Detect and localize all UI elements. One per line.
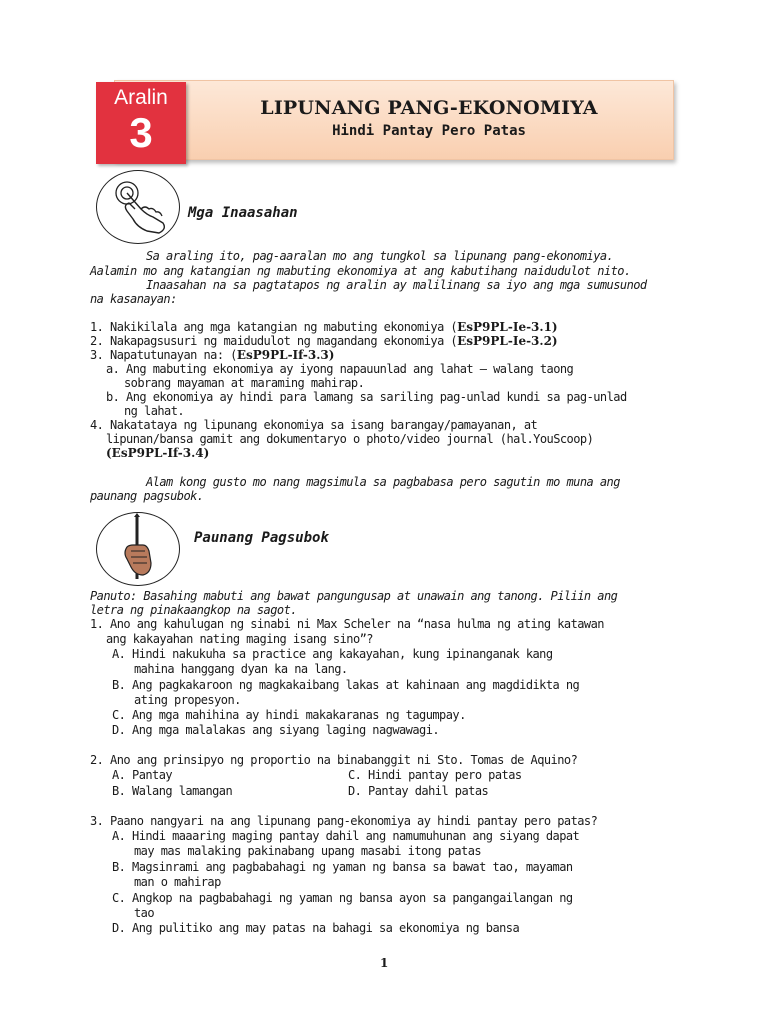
intro-line: Inaasahan na sa pagtatapos ng aralin ay malilinang sa iyo ang mga sumusunod xyxy=(146,278,647,292)
section-heading-pretest: Paunang Pagsubok xyxy=(194,530,329,546)
closing-line: paunang pagsubok. xyxy=(90,489,204,503)
objective-text: 1. Nakikilala ang mga katangian ng mabuting ekonomiya ( xyxy=(90,320,458,334)
answer-option: A. Pantay xyxy=(112,768,173,782)
closing-line: Alam kong gusto mo nang magsimula sa pagbabasa pero sagutin mo muna ang xyxy=(146,475,620,489)
page-subtitle: Hindi Pantay Pero Patas xyxy=(332,123,526,139)
question-text: 2. Ano ang prinsipyo ng proportio na binabanggit ni Sto. Tomas de Aquino? xyxy=(90,753,578,767)
intro-line: na kasanayan: xyxy=(90,292,177,306)
lesson-number: 3 xyxy=(129,109,153,156)
objective-subitem: ng lahat. xyxy=(124,404,185,418)
intro-line: Aalamin mo ang katangian ng mabuting ekonomiya at ang kabutihang naidudulot nito. xyxy=(90,264,631,278)
lesson-badge xyxy=(96,82,186,164)
answer-option: tao xyxy=(134,906,155,920)
answer-option: may mas malaking pakinabang upang masabi itong patas xyxy=(134,844,482,858)
answer-option: C. Ang mga mahihina ay hindi makakaranas ng tagumpay. xyxy=(112,708,466,722)
hand-pointing-icon xyxy=(96,170,180,244)
intro-line: Sa araling ito, pag-aaralan mo ang tungkol sa lipunang pang-ekonomiya. xyxy=(146,249,614,263)
competency-code: EsP9PL-Ie-3.1) xyxy=(457,320,558,334)
answer-option: D. Pantay dahil patas xyxy=(348,784,489,798)
section-heading-expectations: Mga Inaasahan xyxy=(188,205,298,221)
objective-item xyxy=(90,334,558,349)
answer-option: A. Hindi nakukuha sa practice ang kakayahan, kung ipinanganak kang xyxy=(112,647,553,661)
instructions-line: letra ng pinakaangkop na sagot. xyxy=(90,603,297,617)
objective-text: 2. Nakapagsusuri ng maidudulot ng magandang ekonomiya ( xyxy=(90,334,458,348)
objective-item: lipunan/bansa gamit ang dokumentaryo o photo/video journal (hal.YouScoop) xyxy=(106,432,594,446)
instructions-line: Panuto: Basahing mabuti ang bawat pangungusap at unawain ang tanong. Piliin ang xyxy=(90,589,618,603)
objective-item: 4. Nakatataya ng lipunang ekonomiya sa isang barangay/pamayanan, at xyxy=(90,418,538,432)
objective-item xyxy=(90,320,558,335)
objective-item xyxy=(90,348,334,363)
answer-option: ating propesyon. xyxy=(134,693,241,707)
answer-option: B. Ang pagkakaroon ng magkakaibang lakas at kahinaan ang magdidikta ng xyxy=(112,678,580,692)
page-number: 1 xyxy=(380,956,389,970)
answer-option: B. Walang lamangan xyxy=(112,784,233,798)
answer-option: A. Hindi maaaring maging pantay dahil ang namumuhunan ang siyang dapat xyxy=(112,829,580,843)
answer-option: B. Magsinrami ang pagbabahagi ng yaman ng bansa sa bawat tao, mayaman xyxy=(112,860,573,874)
lesson-header-band xyxy=(114,80,674,160)
page-title: LIPUNANG PANG-EKONOMIYA xyxy=(260,97,598,119)
objective-subitem: sobrang mayaman at maraming mahirap. xyxy=(124,376,365,390)
answer-option: D. Ang mga malalakas ang siyang laging nagwawagi. xyxy=(112,723,440,737)
answer-option: C. Hindi pantay pero patas xyxy=(348,768,522,782)
answer-option: D. Ang pulitiko ang may patas na bahagi sa ekonomiya ng bansa xyxy=(112,921,520,935)
competency-code: (EsP9PL-If-3.4) xyxy=(106,446,210,460)
answer-option: C. Angkop na pagbabahagi ng yaman ng bansa ayon sa pangangailangan ng xyxy=(112,891,573,905)
lesson-word: Aralin xyxy=(114,86,168,109)
answer-option: man o mahirap xyxy=(134,875,221,889)
competency-code: EsP9PL-Ie-3.2) xyxy=(457,334,558,348)
hand-holding-pencil-icon xyxy=(96,512,180,586)
question-text: ang kakayahan nating maging isang sino”? xyxy=(106,632,373,646)
objective-subitem: b. Ang ekonomiya ay hindi para lamang sa sariling pag-unlad kundi sa pag-unlad xyxy=(106,390,627,404)
answer-option: mahina hanggang dyan ka na lang. xyxy=(134,662,348,676)
objective-subitem: a. Ang mabuting ekonomiya ay iyong napauunlad ang lahat – walang taong xyxy=(106,362,574,376)
question-text: 1. Ano ang kahulugan ng sinabi ni Max Scheler na “nasa hulma ng ating katawan xyxy=(90,617,604,631)
competency-code: EsP9PL-If-3.3) xyxy=(236,348,335,362)
question-text: 3. Paano nangyari na ang lipunang pang-ekonomiya ay hindi pantay pero patas? xyxy=(90,814,598,828)
objective-text: 3. Napatutunayan na: ( xyxy=(90,348,237,362)
